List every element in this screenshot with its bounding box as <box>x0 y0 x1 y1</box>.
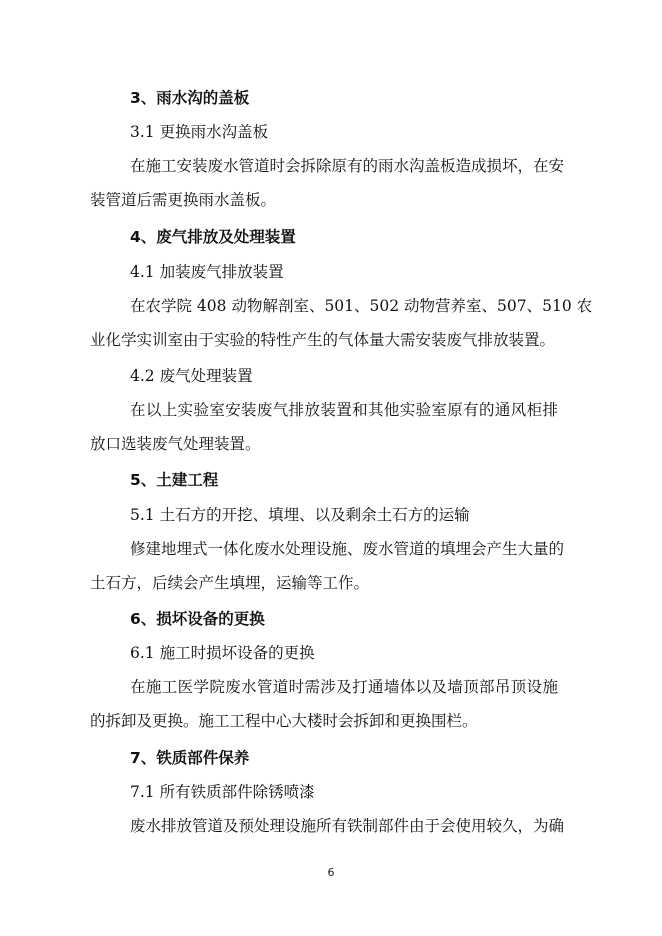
section-6-heading: 6、损坏设备的更换 <box>130 610 265 628</box>
section-5-paragraph-line-1: 修建地埋式一体化废水处理设施、废水管道的填埋会产生大量的 <box>130 540 565 558</box>
section-3-heading: 3、雨水沟的盖板 <box>130 89 250 107</box>
section-7-1-subheading: 7.1 所有铁质部件除锈喷漆 <box>130 783 315 801</box>
section-4-2-subheading: 4.2 废气处理装置 <box>130 367 253 385</box>
section-5-1-subheading: 5.1 土石方的开挖、填埋、以及剩余土石方的运输 <box>130 506 470 524</box>
section-7-heading: 7、铁质部件保养 <box>130 749 250 767</box>
section-4-heading: 4、废气排放及处理装置 <box>130 228 296 246</box>
section-3-1-subheading: 3.1 更换雨水沟盖板 <box>130 123 269 141</box>
section-6-paragraph-line-2: 的拆卸及更换。施工工程中心大楼时会拆卸和更换围栏。 <box>90 712 478 730</box>
section-7-paragraph-line-1: 废水排放管道及预处理设施所有铁制部件由于会使用较久，为确 <box>130 817 565 835</box>
page-number: 6 <box>327 866 335 879</box>
section-4-1-paragraph-line-1: 在农学院 408 动物解剖室、501、502 动物营养室、507、510 农 <box>130 297 593 315</box>
section-4-1-subheading: 4.1 加装废气排放装置 <box>130 263 284 281</box>
section-5-paragraph-line-2: 土石方，后续会产生填埋，运输等工作。 <box>90 574 370 592</box>
section-4-1-paragraph-line-2: 业化学实训室由于实验的特性产生的气体量大需安装废气排放装置。 <box>90 331 556 349</box>
section-4-2-paragraph-line-1: 在以上实验室安装废气排放装置和其他实验室原有的通风柜排 <box>130 401 558 419</box>
section-5-heading: 5、土建工程 <box>130 471 219 489</box>
section-4-2-paragraph-line-2: 放口选装废气处理装置。 <box>90 435 261 453</box>
section-6-1-subheading: 6.1 施工时损坏设备的更换 <box>130 644 315 662</box>
section-3-paragraph-line-2: 装管道后需更换雨水盖板。 <box>90 191 277 209</box>
section-3-paragraph-line-1: 在施工安装废水管道时会拆除原有的雨水沟盖板造成损坏，在安 <box>130 157 565 175</box>
section-6-paragraph-line-1: 在施工医学院废水管道时需涉及打通墙体以及墙顶部吊顶设施 <box>130 678 558 696</box>
